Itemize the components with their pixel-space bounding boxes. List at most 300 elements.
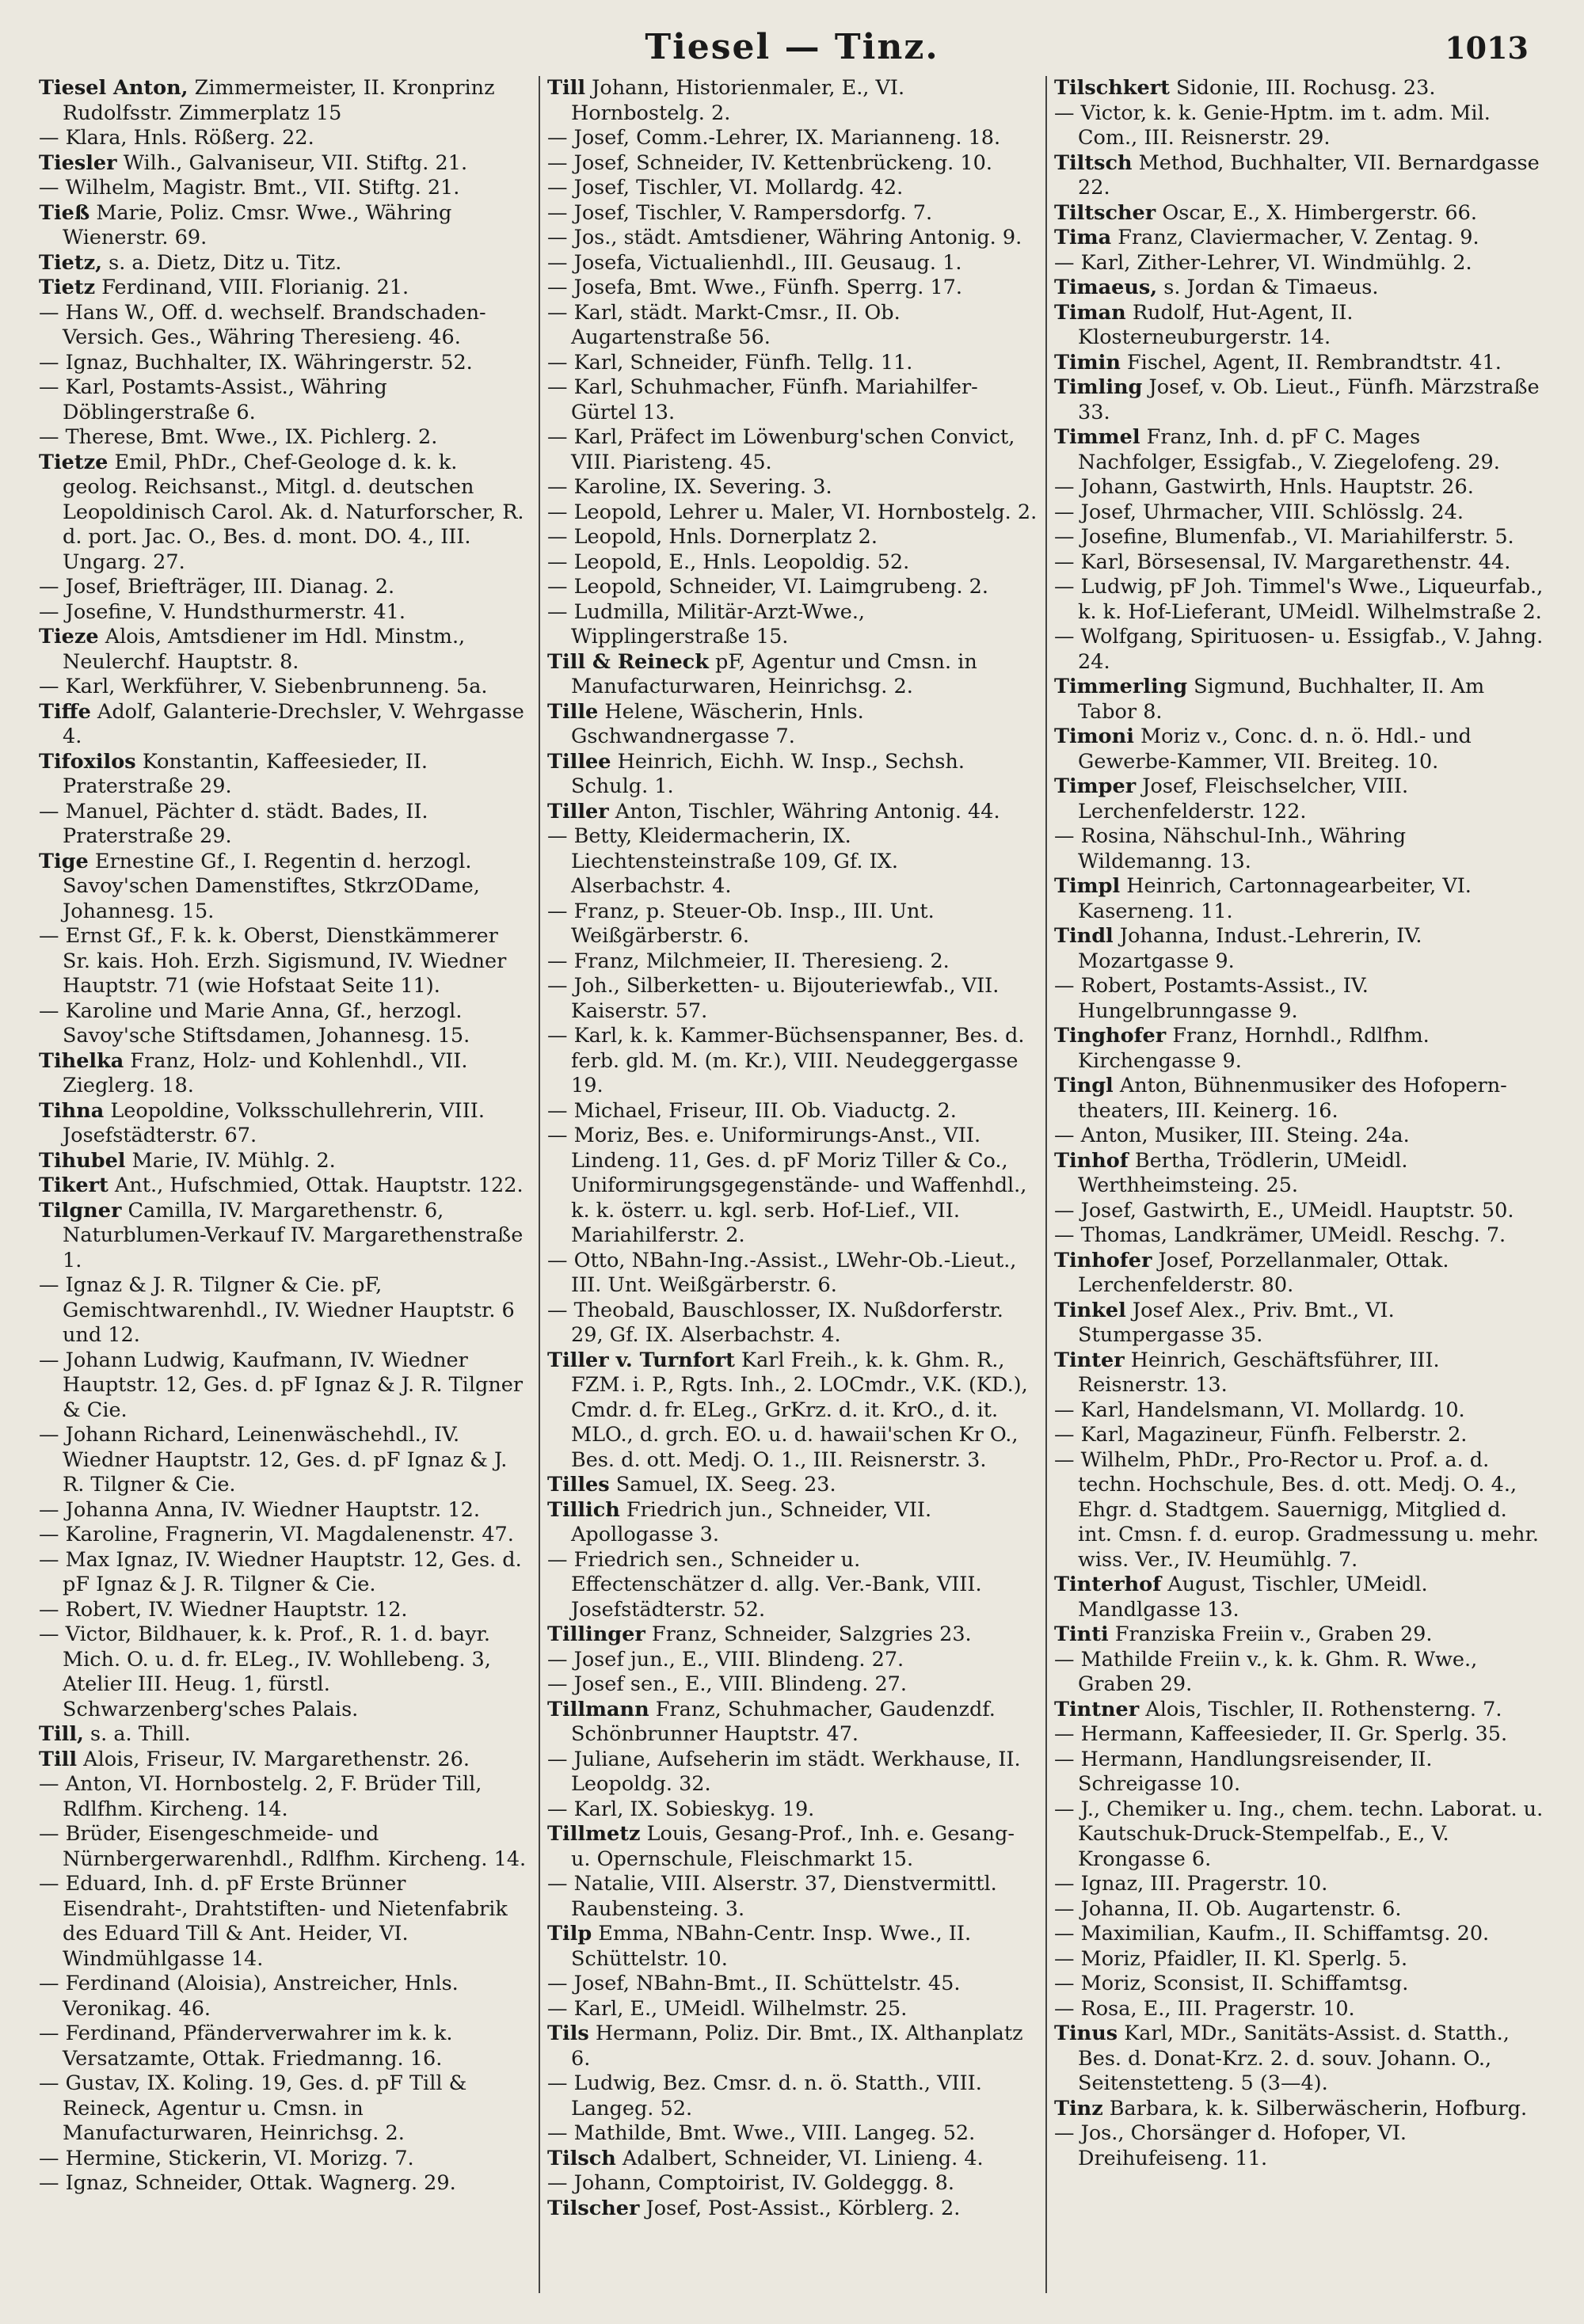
entry-details: — Leopold, Hnls. Dornerplatz 2.: [547, 525, 878, 549]
directory-entry: [39, 1772, 531, 1822]
entry-details: — Jos., städt. Amtsdiener, Währing Antonig. 9.: [547, 226, 1022, 249]
entry-details: — Karl, k. k. Kammer-Büchsenspanner, Bes. d. ferb. gld. M. (m. Kr.), VIII. Neudeggergasse 19.: [547, 1024, 1025, 1097]
directory-entry: [1054, 874, 1545, 924]
entry-details: — Josef sen., E., VIII. Blindeng. 27.: [547, 1672, 907, 1696]
entry-surname: Tintner: [1054, 1697, 1140, 1721]
entry-details: — Johann, Gastwirth, Hnls. Hauptstr. 26.: [1054, 475, 1474, 499]
entry-details: — Karl, Börsesensal, IV. Margarethenstr. 44.: [1054, 550, 1511, 574]
entry-details: Bertha, Trödlerin, UMeidl. Werthheimsteing. 25.: [1078, 1148, 1408, 1197]
directory-entry: [1054, 1573, 1545, 1622]
entry-surname: Tihubel: [39, 1148, 126, 1173]
directory-entry: [547, 1299, 1038, 1348]
entry-surname: Tilschkert: [1054, 76, 1170, 100]
entry-surname: Tillinger: [547, 1622, 645, 1646]
directory-entry: [547, 1997, 1038, 2022]
directory-entry: [39, 1348, 531, 1424]
entry-details: — Ignaz & J. R. Tilgner & Cie. pF, Gemischtwarenhdl., IV. Wiedner Hauptstr. 6 und 12.: [39, 1273, 515, 1347]
entry-surname: Timoni: [1054, 725, 1134, 748]
entry-surname: Tiesler: [39, 150, 117, 175]
directory-entry: [39, 1622, 531, 1722]
directory-entry: [39, 251, 531, 276]
entry-details: Adalbert, Schneider, VI. Linieng. 4.: [615, 2146, 984, 2170]
entry-details: Sidonie, III. Rochusg. 23.: [1169, 76, 1436, 100]
directory-entry: [1054, 76, 1545, 101]
directory-entry: [547, 700, 1038, 750]
entry-details: — Karoline, Fragnerin, VI. Magdalenenstr. 47.: [39, 1523, 514, 1546]
entry-details: — Moriz, Bes. e. Uniformirungs-Anst., VII. Lindeng. 11, Ges. d. pF Moriz Tiller & Co., Uniformirungsgegenstände- und Waffenhdl., k. k. österr. u. kgl. serb. Hof-Lief., VII. Mariahilferstr. 2.: [547, 1124, 1027, 1247]
entry-details: Anton, Tischler, Währing Antonig. 44.: [608, 799, 1000, 823]
directory-entry: [39, 600, 531, 626]
entry-surname: Tima: [1054, 226, 1112, 249]
entry-details: Franz, Schuhmacher, Gaudenzdf. Schönbrunner Hauptstr. 47.: [571, 1697, 996, 1746]
entry-details: — Rosina, Nähschul-Inh., Währing Wildemanng. 13.: [1054, 824, 1407, 873]
entry-surname: Tifoxilos: [39, 749, 136, 774]
entry-surname: Tieze: [39, 625, 99, 649]
directory-columns: [32, 76, 1556, 2293]
entry-details: Franziska Freiin v., Graben 29.: [1108, 1622, 1433, 1646]
entry-details: — Ludwig, pF Joh. Timmel's Wwe., Liqueurfab., k. k. Hof-Lieferant, UMeidl. Wilhelmstraße 2.: [1054, 575, 1544, 624]
entry-surname: Tinter: [1054, 1348, 1125, 1372]
entry-surname: Tillee: [547, 749, 611, 774]
directory-entry: [1054, 1124, 1545, 1149]
entry-details: Johanna, Indust.-Lehrerin, IV. Mozartgasse 9.: [1078, 924, 1422, 973]
entry-details: Heinrich, Cartonnagearbeiter, VI. Kaserneng. 11.: [1078, 874, 1472, 923]
directory-entry: [547, 425, 1038, 475]
entry-details: — Josef, Comm.-Lehrer, IX. Marianneng. 18.: [547, 126, 1001, 150]
entry-details: — Anton, VI. Hornbostelg. 2, F. Brüder Till, Rdlfhm. Kircheng. 14.: [39, 1772, 482, 1821]
entry-surname: Tiffe: [39, 699, 91, 724]
entry-details: — Karoline, IX. Severing. 3.: [547, 475, 832, 499]
entry-surname: Tilsch: [547, 2146, 616, 2170]
directory-entry: [1054, 1223, 1545, 1249]
entry-details: Alois, Friseur, IV. Margarethenstr. 26.: [77, 1747, 470, 1771]
directory-entry: [547, 824, 1038, 900]
directory-entry: [1054, 1299, 1545, 1348]
entry-details: — Josef, NBahn-Bmt., II. Schüttelstr. 45.: [547, 1972, 961, 1995]
page-title: Tiesel — Tinz.: [645, 27, 939, 67]
directory-entry: [547, 1622, 1038, 1648]
entry-details: — Ludwig, Bez. Cmsr. d. n. ö. Statth., VIII. Langeg. 52.: [547, 2071, 982, 2121]
directory-entry: [39, 700, 531, 750]
entry-details: — Josefine, V. Hundsthurmerstr. 41.: [39, 599, 406, 624]
directory-entry: [39, 425, 531, 451]
entry-surname: Tiller: [547, 799, 609, 823]
entry-details: — Hans W., Off. d. wechself. Brandschaden-Versich. Ges., Währing Theresieng. 46.: [39, 300, 486, 349]
directory-entry: [1054, 1872, 1545, 1897]
entry-surname: Tinkel: [1054, 1298, 1126, 1322]
directory-entry: [1054, 500, 1545, 526]
directory-entry: [39, 1049, 531, 1099]
entry-details: — Jos., Chorsänger d. Hofoper, VI. Dreihufeiseng. 11.: [1054, 2121, 1407, 2170]
entry-details: — Josefa, Victualienhdl., III. Geusaug. 1.: [547, 250, 962, 275]
directory-entry: [39, 176, 531, 201]
directory-entry: [547, 1698, 1038, 1748]
directory-entry: [1054, 425, 1545, 475]
directory-entry: [547, 126, 1038, 151]
entry-details: — J., Chemiker u. Ing., chem. techn. Laborat. u. Kautschuk-Druck-Stempelfab., E., V. Krongasse 6.: [1054, 1797, 1544, 1871]
entry-details: Friedrich jun., Schneider, VII. Apollogasse 3.: [571, 1497, 932, 1546]
entry-surname: Tindl: [1054, 924, 1114, 948]
entry-surname: Till,: [39, 1722, 84, 1746]
entry-surname: Timpl: [1054, 874, 1121, 898]
directory-entry: [1054, 525, 1545, 550]
entry-surname: Tille: [547, 699, 599, 724]
directory-entry: [39, 625, 531, 675]
directory-entry: [547, 650, 1038, 700]
entry-details: — Michael, Friseur, III. Ob. Viaductg. 2.: [547, 1098, 957, 1123]
directory-entry: [1054, 774, 1545, 824]
page-header: [48, 22, 1536, 70]
entry-details: — Hermine, Stickerin, VI. Morizg. 7.: [39, 2146, 414, 2170]
directory-entry: [1054, 2121, 1545, 2171]
entry-details: Franz, Inh. d. pF C. Mages Nachfolger, Essigfab., V. Ziegelofeng. 29.: [1078, 425, 1500, 474]
directory-entry: [1054, 226, 1545, 251]
entry-surname: Tilscher: [547, 2196, 640, 2220]
entry-details: — Hermann, Kaffeesieder, II. Gr. Sperlg. 35.: [1054, 1722, 1508, 1746]
entry-details: — Max Ignaz, IV. Wiedner Hauptstr. 12, Ges. d. pF Ignaz & J. R. Tilgner & Cie.: [39, 1547, 522, 1596]
directory-entry: [547, 1099, 1038, 1124]
entry-details: — Karl, Handelsmann, VI. Mollardg. 10.: [1054, 1398, 1465, 1422]
entry-surname: Tiltscher: [1054, 200, 1156, 225]
entry-surname: Tils: [547, 2022, 589, 2045]
directory-entry: [547, 2197, 1038, 2222]
entry-surname: Tiesel Anton,: [39, 76, 188, 100]
directory-entry: [39, 1972, 531, 2022]
directory-entry: [39, 1598, 531, 1623]
directory-entry: [39, 375, 531, 425]
entry-details: Karl, MDr., Sanitäts-Assist. d. Statth., Bes. d. Donat-Krz. 2. d. souv. Johann. O., Seitenstetteng. 5 (3—4).: [1078, 2022, 1510, 2095]
directory-entry: [547, 301, 1038, 351]
entry-details: Emma, NBahn-Centr. Insp. Wwe., II. Schüttelstr. 10.: [571, 1922, 972, 1971]
directory-entry: [1054, 1748, 1545, 1797]
directory-entry: [547, 176, 1038, 201]
entry-details: — Wolfgang, Spirituosen- u. Essigfab., V. Jahng. 24.: [1054, 625, 1544, 674]
directory-entry: [1054, 675, 1545, 725]
directory-entry: [1054, 1149, 1545, 1199]
directory-entry: [547, 226, 1038, 251]
entry-details: — Wilhelm, PhDr., Pro-Rector u. Prof. a. d. techn. Hochschule, Bes. d. ott. Medj. O. 4., Ehgr. d. Stadtgem. Sauernigg, Mitglied d. int. Cmsn. f. d. europ. Gradmessung u. mehr. wiss. Ver., IV. Heumühlg. 7.: [1054, 1447, 1539, 1572]
directory-entry: [547, 1822, 1038, 1872]
entry-surname: Tieß: [39, 200, 90, 225]
entry-surname: Tihelka: [39, 1048, 124, 1073]
directory-entry: [39, 750, 531, 800]
entry-details: — Ferdinand, Pfänderverwahrer im k. k. Versatzamte, Ottak. Friedmanng. 16.: [39, 2022, 453, 2071]
entry-details: — Johann Richard, Leinenwäschehdl., IV. Wiedner Hauptstr. 12, Ges. d. pF Ignaz & J. R. Tilgner & Cie.: [39, 1423, 508, 1497]
directory-entry: [1054, 276, 1545, 301]
directory-entry: [39, 1423, 531, 1498]
directory-entry: [1054, 1698, 1545, 1723]
entry-details: s. a. Dietz, Ditz u. Titz.: [102, 250, 342, 275]
directory-entry: [547, 1124, 1038, 1249]
directory-entry: [547, 251, 1038, 276]
entry-surname: Tige: [39, 849, 89, 873]
entry-details: — Anton, Musiker, III. Steing. 24a.: [1054, 1124, 1410, 1147]
directory-entry: [547, 2022, 1038, 2071]
entry-details: Josef, Fleischselcher, VIII. Lerchenfelderstr. 122.: [1078, 774, 1409, 823]
entry-details: Hermann, Poliz. Dir. Bmt., IX. Althanplatz 6.: [571, 2022, 1023, 2071]
entry-surname: Tillich: [547, 1497, 620, 1522]
directory-entry: [1054, 1249, 1545, 1299]
entry-details: Konstantin, Kaffeesieder, II. Praterstraße 29.: [63, 749, 428, 798]
directory-entry: [547, 1922, 1038, 1972]
directory-entry: [547, 1548, 1038, 1623]
entry-surname: Tinus: [1054, 2022, 1118, 2045]
entry-surname: Tinti: [1054, 1622, 1109, 1646]
entry-details: — Manuel, Pächter d. städt. Bades, II. Praterstraße 29.: [39, 799, 428, 848]
entry-details: Fischel, Agent, II. Rembrandtstr. 41.: [1120, 350, 1502, 375]
directory-entry: [1054, 1648, 1545, 1698]
directory-entry: [39, 575, 531, 600]
entry-surname: Tilgner: [39, 1198, 122, 1223]
entry-details: — Mathilde Freiin v., k. k. Ghm. R. Wwe., Graben 29.: [1054, 1647, 1478, 1696]
entry-surname: Tiltsch: [1054, 150, 1133, 175]
entry-details: Josef, Porzellanmaler, Ottak. Lerchenfelderstr. 80.: [1078, 1248, 1449, 1297]
entry-details: — Klara, Hnls. Rößerg. 22.: [39, 126, 314, 150]
directory-entry: [547, 974, 1038, 1024]
directory-entry: [39, 2147, 531, 2172]
directory-entry: [1054, 1074, 1545, 1124]
directory-entry: [547, 76, 1038, 126]
entry-details: Johann, Historienmaler, E., VI. Hornbostelg. 2.: [571, 76, 905, 125]
entry-details: Karl Freih., k. k. Ghm. R., FZM. i. P., Rgts. Inh., 2. LOCmdr., V.K. (KD.), Cmdr. d. fr. ELeg., GrKrz. d. it. KrO., d. it. MLO., d. grch. EO. u. d. hawaii'schen Kr O., Bes. d. ott. Medj. O. 1., III. Reisnerstr. 3.: [571, 1348, 1028, 1472]
entry-details: Josef, v. Ob. Lieut., Fünfh. Märzstraße 33.: [1078, 375, 1540, 424]
directory-entry: [1054, 1797, 1545, 1873]
entry-details: Rudolf, Hut-Agent, II. Klosterneuburgerstr. 14.: [1078, 300, 1354, 349]
entry-surname: Till: [39, 1747, 78, 1771]
entry-surname: Tinhofer: [1054, 1248, 1152, 1272]
entry-details: Alois, Tischler, II. Rothensterng. 7.: [1139, 1697, 1502, 1721]
entry-details: Moriz v., Conc. d. n. ö. Hdl.- und Gewerbe-Kammer, VII. Breiteg. 10.: [1078, 725, 1472, 774]
directory-entry: [1054, 550, 1545, 576]
entry-surname: Tingl: [1054, 1074, 1114, 1097]
directory-entry: [1054, 575, 1545, 625]
entry-details: — Josefa, Bmt. Wwe., Fünfh. Sperrg. 17.: [547, 276, 962, 299]
directory-entry: [547, 900, 1038, 949]
directory-entry: [39, 999, 531, 1049]
directory-entry: [1054, 475, 1545, 500]
entry-details: — Wilhelm, Magistr. Bmt., VII. Stiftg. 21.: [39, 176, 460, 200]
entry-details: — Josef, Tischler, VI. Mollardg. 42.: [547, 176, 904, 200]
directory-entry: [1054, 1423, 1545, 1448]
entry-details: — Karl, Magazineur, Fünfh. Felberstr. 2.: [1054, 1423, 1468, 1447]
column-left: [32, 76, 539, 2293]
entry-details: — Hermann, Handlungsreisender, II. Schreigasse 10.: [1054, 1747, 1433, 1796]
directory-entry: [1054, 251, 1545, 276]
entry-details: — Josef, Schneider, IV. Kettenbrückeng. 10.: [547, 150, 992, 175]
entry-details: — Eduard, Inh. d. pF Erste Brünner Eisendraht-, Drahtstiften- und Nietenfabrik des Eduard Till & Ant. Heider, VI. Windmühlgasse 14.: [39, 1872, 508, 1971]
directory-entry: [39, 451, 531, 576]
entry-details: Samuel, IX. Seeg. 23.: [609, 1473, 836, 1497]
directory-entry: [547, 1024, 1038, 1099]
entry-details: — Theobald, Bauschlosser, IX. Nußdorferstr. 29, Gf. IX. Alserbachstr. 4.: [547, 1298, 1003, 1347]
directory-entry: [39, 1099, 531, 1149]
entry-details: — Moriz, Sconsist, II. Schiffamtsg.: [1054, 1972, 1409, 1995]
directory-entry: [1054, 1199, 1545, 1224]
entry-surname: Tillmetz: [547, 1822, 641, 1846]
entry-details: — Victor, k. k. Genie-Hptm. im t. adm. Mil. Com., III. Reisnerstr. 29.: [1054, 101, 1491, 150]
directory-entry: [547, 600, 1038, 650]
directory-entry: [547, 949, 1038, 975]
directory-entry: [1054, 1972, 1545, 1997]
directory-entry: [1054, 2022, 1545, 2097]
entry-surname: Tietz: [39, 276, 96, 299]
entry-surname: Tinterhof: [1054, 1573, 1162, 1596]
entry-details: Marie, Poliz. Cmsr. Wwe., Währing Wienerstr. 69.: [63, 200, 452, 249]
entry-surname: Tietz,: [39, 250, 103, 275]
directory-entry: [547, 2071, 1038, 2121]
directory-entry: [39, 850, 531, 925]
entry-surname: Timmerling: [1054, 675, 1188, 698]
entry-surname: Tietze: [39, 450, 109, 474]
entry-details: — Natalie, VIII. Alserstr. 37, Dienstvermittl. Raubensteing. 3.: [547, 1872, 997, 1921]
directory-entry: [547, 800, 1038, 825]
entry-details: — Leopold, Schneider, VI. Laimgrubeng. 2.: [547, 575, 989, 599]
directory-entry: [547, 500, 1038, 526]
directory-entry: [39, 1273, 531, 1348]
entry-details: Ferdinand, VIII. Florianig. 21.: [95, 276, 409, 299]
entry-surname: Tinghofer: [1054, 1024, 1167, 1048]
entry-details: Heinrich, Eichh. W. Insp., Sechsh. Schulg. 1.: [571, 749, 965, 798]
directory-entry: [39, 201, 531, 251]
entry-details: — Mathilde, Bmt. Wwe., VIII. Langeg. 52.: [547, 2121, 976, 2145]
entry-details: Franz, Holz- und Kohlenhdl., VII. Zieglerg. 18.: [63, 1048, 468, 1097]
entry-details: Alois, Amtsdiener im Hdl. Minstm., Neulerchf. Hauptstr. 8.: [63, 625, 466, 674]
directory-entry: [1054, 201, 1545, 226]
entry-details: Marie, IV. Mühlg. 2.: [125, 1148, 336, 1173]
directory-entry: [1054, 725, 1545, 774]
directory-entry: [547, 2147, 1038, 2172]
entry-details: — Leopold, E., Hnls. Leopoldig. 52.: [547, 550, 910, 574]
entry-details: — Josef, Tischler, V. Rampersdorfg. 7.: [547, 200, 933, 225]
entry-details: — Robert, Postamts-Assist., IV. Hungelbrunngasse 9.: [1054, 974, 1369, 1023]
directory-entry: [39, 1872, 531, 1972]
directory-entry: [1054, 974, 1545, 1024]
directory-entry: [547, 550, 1038, 576]
entry-details: — Betty, Kleidermacherin, IX. Liechtensteinstraße 109, Gf. IX. Alserbachstr. 4.: [547, 824, 898, 898]
directory-entry: [547, 1972, 1038, 1997]
column-right: [1045, 76, 1552, 2293]
directory-entry: [39, 351, 531, 376]
directory-entry: [547, 1672, 1038, 1698]
directory-entry: [1054, 301, 1545, 351]
entry-surname: Till: [547, 76, 586, 100]
directory-entry: [547, 2171, 1038, 2197]
entry-surname: Timling: [1054, 375, 1143, 399]
entry-details: — Leopold, Lehrer u. Maler, VI. Hornbostelg. 2.: [547, 500, 1038, 524]
entry-details: Ant., Hufschmied, Ottak. Hauptstr. 122.: [108, 1173, 524, 1197]
directory-entry: [547, 1872, 1038, 1922]
directory-entry: [39, 151, 531, 177]
entry-surname: Tinz: [1054, 2096, 1103, 2121]
entry-details: — Josef, Gastwirth, E., UMeidl. Hauptstr. 50.: [1054, 1198, 1514, 1223]
directory-entry: [547, 750, 1038, 800]
directory-entry: [39, 2171, 531, 2197]
entry-details: — Josef, Uhrmacher, VIII. Schlösslg. 24.: [1054, 500, 1464, 524]
entry-details: Wilh., Galvaniseur, VII. Stiftg. 21.: [116, 150, 468, 175]
directory-entry: [547, 575, 1038, 600]
entry-details: — Ludmilla, Militär-Arzt-Wwe., Wipplingerstraße 15.: [547, 599, 866, 649]
entry-details: Leopoldine, Volksschullehrerin, VIII. Josefstädterstr. 67.: [63, 1098, 485, 1147]
entry-details: pF, Agentur und Cmsn. in Manufacturwaren, Heinrichsg. 2.: [571, 649, 977, 698]
entry-surname: Timin: [1054, 350, 1121, 375]
entry-details: — Otto, NBahn-Ing.-Assist., LWehr-Ob.-Lieut., III. Unt. Weißgärberstr. 6.: [547, 1248, 1017, 1297]
directory-entry: [39, 1822, 531, 1872]
directory-entry: [39, 1498, 531, 1523]
entry-details: Heinrich, Geschäftsführer, III. Reisnerstr. 13.: [1078, 1348, 1440, 1397]
directory-entry: [547, 1797, 1038, 1823]
entry-details: — Karl, Werkführer, V. Siebenbrunneng. 5a.: [39, 675, 488, 698]
entry-details: — Johann, Comptoirist, IV. Goldeggg. 8.: [547, 2171, 954, 2195]
entry-details: — Karl, Schneider, Fünfh. Tellg. 11.: [547, 350, 913, 375]
entry-details: Oscar, E., X. Himbergerstr. 66.: [1156, 200, 1477, 225]
directory-entry: [39, 126, 531, 151]
directory-entry: [39, 301, 531, 351]
entry-details: — Rosa, E., III. Pragerstr. 10.: [1054, 1996, 1355, 2021]
directory-entry: [547, 1748, 1038, 1797]
entry-details: — Robert, IV. Wiedner Hauptstr. 12.: [39, 1597, 408, 1622]
entry-details: — Karl, Zither-Lehrer, VI. Windmühlg. 2.: [1054, 250, 1472, 275]
directory-entry: [1054, 1348, 1545, 1398]
entry-details: — Franz, p. Steuer-Ob. Insp., III. Unt. Weißgärberstr. 6.: [547, 899, 935, 948]
entry-details: — Moriz, Pfaidler, II. Kl. Sperlg. 5.: [1054, 1946, 1408, 1971]
directory-entry: [1054, 1398, 1545, 1424]
entry-details: — Ignaz, Schneider, Ottak. Wagnerg. 29.: [39, 2171, 456, 2195]
entry-details: Camilla, IV. Margarethenstr. 6, Naturblumen-Verkauf IV. Margarethenstraße 1.: [63, 1198, 524, 1272]
entry-details: Josef Alex., Priv. Bmt., VI. Stumpergasse 35.: [1078, 1298, 1395, 1347]
entry-surname: Tiller v. Turnfort: [547, 1348, 735, 1372]
entry-details: s. a. Thill.: [83, 1722, 191, 1746]
directory-entry: [39, 1722, 531, 1748]
directory-entry: [1054, 1722, 1545, 1748]
directory-entry: [547, 1249, 1038, 1299]
entry-details: Method, Buchhalter, VII. Bernardgasse 22.: [1078, 150, 1540, 200]
entry-surname: Tilp: [547, 1922, 592, 1946]
entry-details: — Ignaz, Buchhalter, IX. Währingerstr. 52.: [39, 350, 473, 375]
entry-surname: Tillmann: [547, 1697, 649, 1721]
directory-entry: [1054, 351, 1545, 376]
entry-surname: Tinhof: [1054, 1148, 1129, 1173]
entry-details: Franz, Schneider, Salzgries 23.: [645, 1622, 972, 1646]
directory-entry: [547, 1648, 1038, 1673]
directory-entry: [547, 525, 1038, 550]
directory-entry: [1054, 1622, 1545, 1648]
directory-entry: [547, 2121, 1038, 2147]
entry-details: — Franz, Milchmeier, II. Theresieng. 2.: [547, 949, 950, 973]
directory-entry: [39, 675, 531, 700]
directory-entry: [1054, 924, 1545, 974]
directory-entry: [39, 1548, 531, 1598]
directory-entry: [1054, 1997, 1545, 2022]
entry-surname: Tihna: [39, 1098, 105, 1123]
entry-surname: Tikert: [39, 1173, 109, 1197]
entry-details: Franz, Hornhdl., Rdlfhm. Kirchengasse 9.: [1078, 1024, 1430, 1073]
directory-entry: [39, 1149, 531, 1174]
entry-details: Anton, Bühnenmusiker des Hofopern-theaters, III. Keinerg. 16.: [1078, 1074, 1507, 1123]
entry-details: Adolf, Galanterie-Drechsler, V. Wehrgasse 4.: [63, 699, 524, 748]
entry-surname: Timper: [1054, 774, 1137, 798]
entry-details: — Maximilian, Kaufm., II. Schiffamtsg. 20.: [1054, 1922, 1490, 1946]
directory-entry: [1054, 1448, 1545, 1573]
column-middle: [539, 76, 1045, 2293]
directory-entry: [1054, 1947, 1545, 1972]
directory-entry: [39, 276, 531, 301]
directory-entry: [547, 1348, 1038, 1474]
entry-details: Sigmund, Buchhalter, II. Am Tabor 8.: [1078, 675, 1485, 724]
directory-entry: [39, 1199, 531, 1274]
directory-entry: [39, 1748, 531, 1773]
entry-details: — Ferdinand (Aloisia), Anstreicher, Hnls. Veronikag. 46.: [39, 1972, 459, 2021]
entry-details: — Karl, städt. Markt-Cmsr., II. Ob. Augartenstraße 56.: [547, 300, 901, 349]
